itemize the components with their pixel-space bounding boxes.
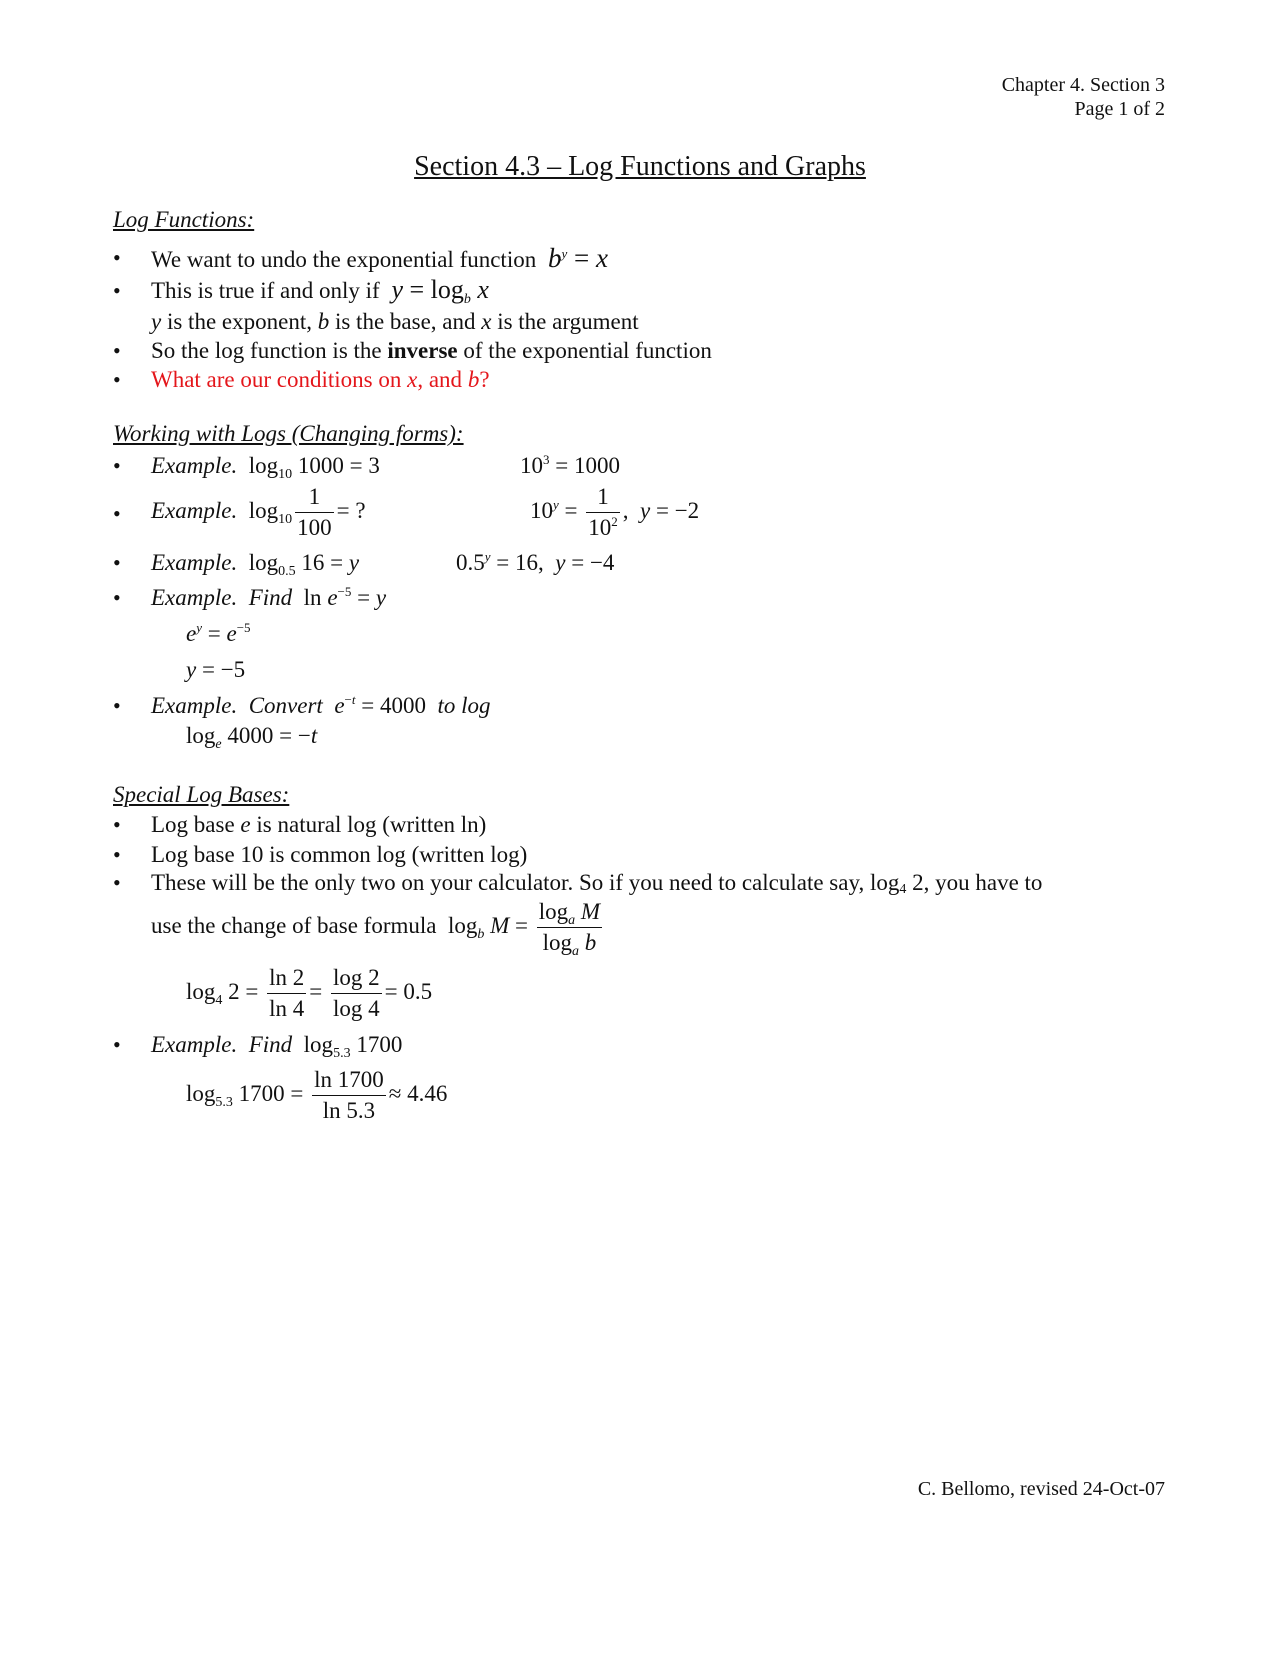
bullet: • (113, 812, 121, 837)
bullet: • (113, 501, 121, 526)
list-item (151, 275, 489, 307)
example-3: Example. $\log_{0.5} 16 = y$ (151, 550, 360, 579)
example-6-answer: $\log_{5.3} 1700$ = $\frac{\ln 1700}{\ln 5.3}$ ≈ 4.46 (186, 1067, 448, 1124)
example-2: Example. $\log_{10}$ $\frac{1}{100}$ = ? (151, 484, 366, 541)
bullet: • (113, 585, 121, 610)
section-heading-log-functions: Log Functions: (113, 207, 255, 232)
example-5-answer: $\log_e 4000 = -t$ (186, 723, 318, 752)
example-4-step-2: y = −5 (186, 657, 246, 682)
list-item (151, 245, 608, 272)
change-of-base-formula: use the change of base formula $\log_b M$ = $\frac{\log_a M}{\log_a b}$ (151, 899, 601, 960)
item-text: We want to undo the exponential function (151, 247, 537, 272)
bullet: • (113, 278, 121, 303)
math-expression: $b^y = x$ (547, 243, 608, 273)
list-item: These will be the only two on your calculator. So if you need to calculate say, $\log_4 2$, you have to (151, 870, 1043, 897)
example-2-exponential-form: $10^y$ = $\frac{1}{10^2}$ , y = −2 (530, 484, 700, 541)
change-of-base-example: $\log_4 2$ = $\frac{\ln 2}{\ln 4}$ = $\frac{\log 2}{\log 4}$ = 0.5 (186, 965, 433, 1022)
section-heading-working-with-logs: Working with Logs (Changing forms): (113, 421, 464, 446)
footer-attribution: C. Bellomo, revised 24-Oct-07 (917, 1478, 1165, 1500)
page-number: Page 1 of 2 (1074, 98, 1165, 120)
list-item-continuation: y is the exponent, b is the base, and x is the argument (151, 309, 639, 334)
list-item: Log base e is natural log (written ln) (151, 812, 487, 837)
bullet: • (113, 693, 121, 718)
page-title: Section 4.3 – Log Functions and Graphs (414, 151, 866, 182)
example-5: Example. Convert $e^{-t} = 4000$ to log (151, 692, 491, 718)
example-4-step-1: $e^y = e^{-5}$ (186, 620, 251, 646)
bullet: • (113, 550, 121, 575)
list-item: So the log function is the inverse of the exponential function (151, 338, 712, 363)
example-1: Example. $\log_{10} 1000 = 3$ (151, 453, 380, 482)
list-item-question: What are our conditions on x, and b? (151, 367, 490, 392)
bullet: • (113, 338, 121, 363)
list-item: Log base 10 is common log (written log) (151, 842, 528, 867)
example-4: Example. Find $\ln e^{-5} = y$ (151, 584, 387, 610)
example-6: Example. Find $\log_{5.3} 1700$ (151, 1032, 403, 1061)
section-heading-special-log-bases: Special Log Bases: (113, 782, 290, 807)
chapter-label: Chapter 4. Section 3 (1001, 74, 1165, 96)
bullet: • (113, 453, 121, 478)
bullet: • (113, 245, 121, 270)
example-1-exponential-form: $10^3 = 1000$ (520, 452, 620, 478)
bullet: • (113, 367, 121, 392)
bullet: • (113, 842, 121, 867)
math-expression: $y = \log_b x$ (391, 275, 489, 307)
emphasis: inverse (387, 338, 458, 363)
item-text: This is true if and only if (151, 278, 380, 303)
bullet: • (113, 1032, 121, 1057)
bullet: • (113, 870, 121, 895)
example-3-exponential-form: $0.5^y = 16$, y = −4 (456, 549, 615, 575)
